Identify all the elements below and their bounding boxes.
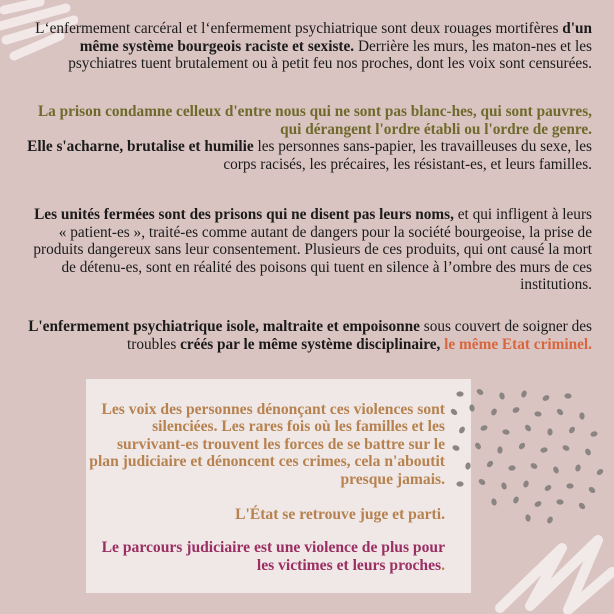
paragraph-confinement [26,20,592,73]
decorative-dot [458,426,466,435]
decorative-dot [502,429,510,436]
decorative-dot [562,444,571,452]
decorative-dot [524,424,533,433]
p1-text-c: Derrière les murs, les maton-nes et les psychiatres tuent brutalement ou à petit feu nos proches, dont les voix sont censurées. [68,37,592,73]
decorative-dot [456,391,463,396]
card-paragraph-judicial [86,539,445,574]
quote-card-text [86,401,445,574]
decorative-dot [491,498,498,506]
p3-text-b: et qui infligent à leurs « patient-es », traité-es comme autant de dangers pour la société bourgeoise, la prise de produits dangereux sans leur consentement. Plusieurs de ces produits, qui ont causé la mort de détenu-es, sont en réalité des poisons qui tuent en silence à l’ombre des murs de ces institutions. [33,206,592,294]
p4-orange: le même Etat criminel. [440,335,592,353]
decorative-dot [578,502,587,511]
decorative-dot [525,514,531,522]
decorative-dot [469,404,475,412]
decorative-dot [564,393,572,399]
p3-bold: Les unités fermées sont des prisons qui ne disent pas leurs noms, [34,206,454,223]
decorative-dot [486,460,495,469]
decorative-dot [542,394,551,402]
decorative-dot [588,486,597,495]
decorative-dot [534,411,542,417]
decorative-dot [500,482,507,490]
card-paragraph-state: L'État se retrouve juge et parti. [235,506,445,524]
decorative-dot [480,424,489,432]
decorative-dot [522,480,529,489]
decorative-dot [499,392,506,400]
card-judicial-text: Le parcours judiciaire est une violence de plus pour les victimes et leurs proches [101,539,445,574]
p4-bold: L'enfermement psychiatrique isole, maltraite et empoisonne [28,318,420,335]
p1-text-a: L‘enfermement carcéral et l‘enfermement psychiatrique sont deux rouages mortifères [35,20,563,37]
decorative-dot [556,499,564,505]
decorative-dot [456,481,463,486]
decorative-dot [508,465,516,471]
decorative-dot [552,466,560,475]
decorative-dot [579,412,585,420]
decorative-dot [596,468,605,477]
decorative-dot [497,446,503,454]
decorative-dot [530,462,539,470]
decorative-dot [512,406,521,414]
p2-text-c: les personnes sans-papier, les travailleuses du sexe, les corps racisés, les précaires, les résistant-es, et leurs familles. [223,138,592,173]
p2-highlight: La prison condamne celleux d'entre nous qui ne sont pas blanc-hes, qui sont pauvres, qui dérangent l'ordre établi ou l'ordre de genre. [37,103,592,138]
decorative-dot [584,448,592,457]
decorative-dot [520,390,527,399]
decorative-dot [547,428,552,435]
p1-highlight: d'un même système bourgeois raciste et sexiste. [79,20,592,55]
decorative-dot [512,496,520,505]
decorative-dot [452,444,461,451]
paragraph-closed-units [26,206,592,294]
decorative-dot [546,516,554,525]
card-paragraph-voices: Les voix des personnes dénonçant ces violences sont silenciées. Les rares fois où les familles et les survivant-es trouvent les forces de se battre sur le plan judiciaire et dénoncent ces crimes, cela n'aboutit presque jamais. [89,401,445,488]
decorative-dot [476,388,485,396]
decorative-dot [540,447,548,454]
p4-text-b: sous couvert de soigner des troubles [126,318,592,353]
p2-bold: Elle s'acharne, brutalise et humilie [27,138,254,156]
brush-stroke-bottom-right [490,518,614,614]
decorative-dot-pattern [450,388,610,528]
decorative-dot [465,462,471,470]
p4-bold-c: créés par le même système disciplinaire, [180,335,441,353]
paragraph-prison [26,103,592,173]
decorative-dot [478,478,487,486]
card-judicial-period: . [441,556,445,574]
decorative-dot [544,484,553,492]
decorative-dot [590,430,598,437]
decorative-dot [474,442,482,451]
decorative-dot [534,500,543,508]
paragraph-psychiatry [26,318,592,353]
decorative-dot [566,483,573,489]
decorative-dot [568,426,576,435]
decorative-dot [490,408,498,417]
decorative-dot [518,442,527,451]
decorative-dot [450,408,458,417]
decorative-dot [556,408,565,417]
decorative-dot [575,464,582,472]
